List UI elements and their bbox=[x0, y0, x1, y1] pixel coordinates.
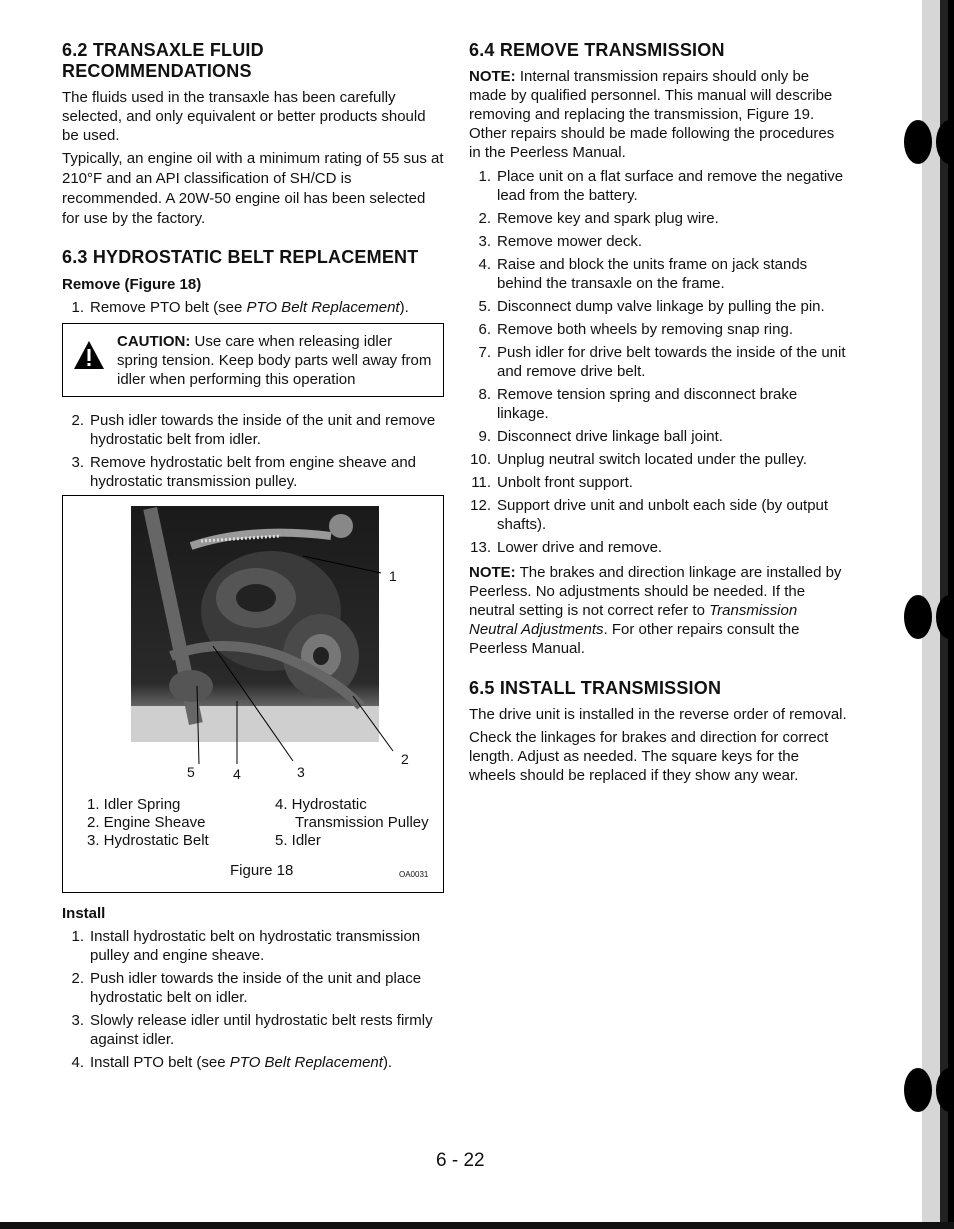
callout-leader-lines bbox=[63, 496, 451, 766]
step-text: Disconnect dump valve linkage by pulling the pin. bbox=[497, 298, 825, 315]
note-body: Internal transmission repairs should only be made by qualified personnel. This manual will describe removing and replacing the transmission, Figure 19. Other repairs should be made following the procedures in the Peerless Manual. bbox=[469, 68, 835, 161]
step-text: Remove PTO belt (see bbox=[90, 299, 247, 316]
step-number: 6. bbox=[478, 321, 491, 338]
step-number: 10. bbox=[470, 451, 491, 468]
step-number: 7. bbox=[478, 344, 491, 361]
remove-transmission-steps bbox=[469, 167, 849, 557]
list-item bbox=[62, 1011, 444, 1049]
caution-body: Use care when releasing idler spring tension. Keep body parts well away from idler when performing this operation bbox=[117, 333, 432, 388]
heading-line-2: RECOMMENDATIONS bbox=[62, 61, 252, 81]
step-text: ). bbox=[399, 299, 409, 316]
step-number: 5. bbox=[478, 298, 491, 315]
list-item bbox=[469, 209, 849, 228]
step-text: ). bbox=[382, 1054, 393, 1071]
step-text: Install PTO belt (see bbox=[90, 1054, 230, 1071]
step-text: Unplug neutral switch located under the pulley. bbox=[497, 451, 807, 468]
figure-18 bbox=[62, 495, 444, 893]
list-item bbox=[469, 297, 849, 316]
callout-5: 5 bbox=[187, 764, 195, 780]
list-item bbox=[62, 1053, 444, 1072]
list-item bbox=[62, 453, 444, 491]
binding-edge-image bbox=[904, 0, 954, 1229]
list-item bbox=[469, 496, 849, 534]
section-6-3-heading: 6.3 HYDROSTATIC BELT REPLACEMENT bbox=[62, 247, 419, 267]
remove-steps-list-continued bbox=[62, 411, 444, 491]
step-text: Push idler towards the inside of the unit and remove hydrostatic belt from idler. bbox=[90, 412, 436, 448]
list-item bbox=[469, 427, 849, 446]
step-text: Remove hydrostatic belt from engine sheave and hydrostatic transmission pulley. bbox=[90, 454, 417, 490]
step-text: Raise and block the units frame on jack stands behind the transaxle on the frame. bbox=[497, 256, 808, 292]
step-number: 4. bbox=[71, 1054, 84, 1071]
step-text: Push idler towards the inside of the unit and place hydrostatic belt on idler. bbox=[90, 970, 422, 1006]
step-text: Unbolt front support. bbox=[497, 474, 633, 491]
figure-code: OA0031 bbox=[399, 870, 429, 879]
figure-legend-right bbox=[275, 796, 429, 850]
cross-reference: Transmission Neutral Adjustments bbox=[469, 602, 798, 638]
paragraph: Check the linkages for brakes and direction for correct length. Adjust as needed. The square keys for the wheels should be replaced if they show any wear. bbox=[469, 729, 829, 784]
step-text: Install hydrostatic belt on hydrostatic transmission pulley and engine sheave. bbox=[90, 928, 421, 964]
list-item bbox=[62, 411, 444, 449]
caution-box bbox=[62, 323, 444, 397]
note-paragraph bbox=[469, 67, 849, 162]
section-6-2-heading bbox=[62, 40, 444, 82]
list-item bbox=[469, 255, 849, 293]
section-6-4-heading: 6.4 REMOVE TRANSMISSION bbox=[469, 40, 725, 60]
step-number: 2. bbox=[478, 210, 491, 227]
install-subheading: Install bbox=[62, 905, 106, 922]
step-number: 2. bbox=[71, 970, 84, 987]
legend-item: 1. Idler Spring bbox=[87, 796, 181, 813]
list-item bbox=[469, 385, 849, 423]
list-item bbox=[62, 969, 444, 1007]
step-number: 8. bbox=[478, 386, 491, 403]
step-text: Slowly release idler until hydrostatic belt rests firmly against idler. bbox=[90, 1012, 433, 1048]
caution-text bbox=[117, 332, 433, 389]
list-item bbox=[469, 473, 849, 492]
remove-steps-list bbox=[62, 298, 444, 317]
section-6-5-heading: 6.5 INSTALL TRANSMISSION bbox=[469, 678, 722, 698]
paragraph: The fluids used in the transaxle has been carefully selected, and only equivalent or better products should be used. bbox=[62, 89, 426, 144]
step-number: 9. bbox=[478, 428, 491, 445]
step-number: 13. bbox=[470, 539, 491, 556]
note-label: NOTE: bbox=[469, 68, 516, 85]
list-item bbox=[469, 232, 849, 251]
legend-item: 3. Hydrostatic Belt bbox=[87, 832, 209, 849]
step-number: 3. bbox=[71, 1012, 84, 1029]
step-number: 4. bbox=[478, 256, 491, 273]
list-item bbox=[62, 298, 444, 317]
note-paragraph bbox=[469, 563, 849, 658]
step-number: 1. bbox=[71, 928, 84, 945]
left-column bbox=[62, 40, 444, 1078]
list-item bbox=[62, 927, 444, 965]
step-text: Remove both wheels by removing snap ring. bbox=[497, 321, 793, 338]
step-number: 2. bbox=[71, 412, 84, 429]
list-item bbox=[469, 167, 849, 205]
list-item bbox=[469, 320, 849, 339]
callout-3: 3 bbox=[297, 764, 305, 780]
step-number: 1. bbox=[71, 299, 84, 316]
note-body: The brakes and direction linkage are installed by Peerless. No adjustments should be needed. If the neutral setting is not correct refer to bbox=[469, 564, 842, 619]
callout-2: 2 bbox=[401, 751, 409, 767]
step-text: Disconnect drive linkage ball joint. bbox=[497, 428, 723, 445]
cross-reference: PTO Belt Replacement bbox=[246, 299, 400, 316]
step-number: 3. bbox=[71, 454, 84, 471]
step-text: Push idler for drive belt towards the inside of the unit and remove drive belt. bbox=[497, 344, 846, 380]
figure-caption: Figure 18 bbox=[230, 862, 294, 879]
step-text: Support drive unit and unbolt each side (by output shafts). bbox=[497, 497, 829, 533]
callout-1: 1 bbox=[389, 568, 397, 584]
list-item bbox=[469, 538, 849, 557]
step-number: 1. bbox=[478, 168, 491, 185]
bottom-edge bbox=[0, 1222, 954, 1229]
callout-4: 4 bbox=[233, 766, 241, 782]
warning-triangle-icon bbox=[73, 340, 105, 370]
step-number: 12. bbox=[470, 497, 491, 514]
step-text: Remove mower deck. bbox=[497, 233, 643, 250]
cross-reference: PTO Belt Replacement bbox=[229, 1054, 383, 1071]
right-column bbox=[469, 40, 849, 789]
legend-item: 5. Idler bbox=[275, 832, 321, 849]
caution-label: CAUTION: bbox=[117, 333, 191, 350]
heading-line-1: 6.2 TRANSAXLE FLUID bbox=[62, 40, 264, 60]
remove-subheading: Remove (Figure 18) bbox=[62, 276, 202, 293]
install-steps-list bbox=[62, 927, 444, 1072]
note-body: . For other repairs consult the Peerless Manual. bbox=[469, 621, 800, 657]
step-number: 3. bbox=[478, 233, 491, 250]
list-item bbox=[469, 343, 849, 381]
legend-item: 4. Hydrostatic bbox=[275, 796, 367, 813]
figure-legend-left bbox=[87, 796, 209, 850]
note-label: NOTE: bbox=[469, 564, 516, 581]
step-text: Remove key and spark plug wire. bbox=[497, 210, 719, 227]
step-number: 11. bbox=[471, 474, 491, 491]
step-text: Remove tension spring and disconnect brake linkage. bbox=[497, 386, 798, 422]
legend-item: Transmission Pulley bbox=[295, 814, 429, 831]
page-number: 6 - 22 bbox=[436, 1150, 485, 1171]
paragraph: Typically, an engine oil with a minimum rating of 55 sus at 210°F and an API classification of SH/CD is recommended. A 20W-50 engine oil has been selected for use by the factory. bbox=[62, 150, 444, 227]
paragraph: The drive unit is installed in the reverse order of removal. bbox=[469, 706, 847, 723]
legend-item: 2. Engine Sheave bbox=[87, 814, 206, 831]
step-text: Place unit on a flat surface and remove the negative lead from the battery. bbox=[497, 168, 844, 204]
step-text: Lower drive and remove. bbox=[497, 539, 663, 556]
list-item bbox=[469, 450, 849, 469]
